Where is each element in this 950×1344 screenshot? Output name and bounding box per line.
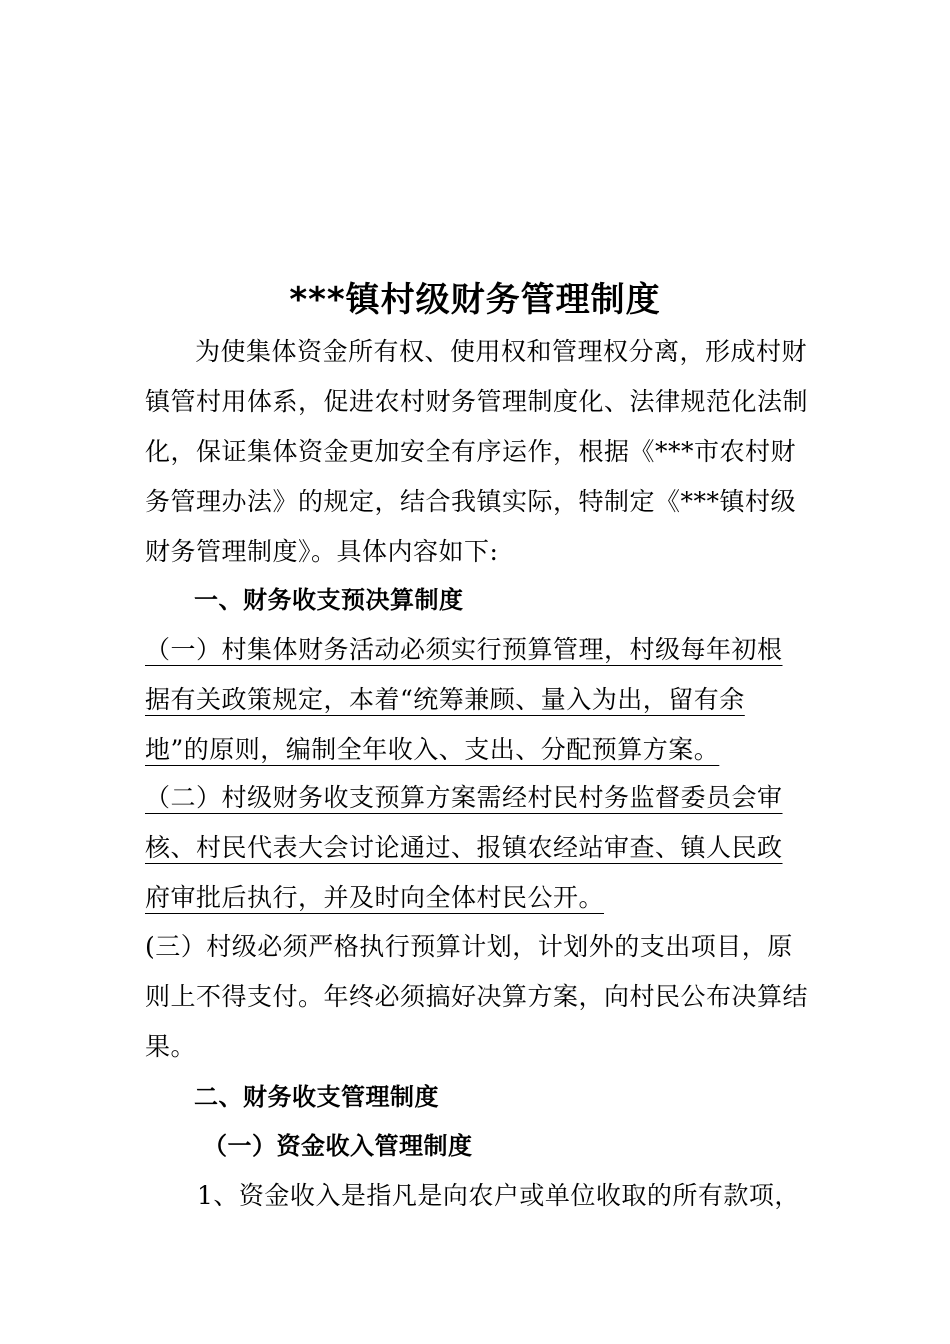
- section-heading-budget: 一、财务收支预决算制度: [194, 586, 464, 614]
- income-clause-1: 1、资金收入是指凡是向农户或单位收取的所有款项，: [197, 1181, 800, 1210]
- intro-paragraph: 为使集体资金所有权、使用权和管理权分离，形成村财镇管村用体系，促进农村财务管理制度化、法律规范化法制化，保证集体资金更加安全有序运作，根据《***市农村财务管理办法》的规定，结合我镇实际，特制定《***镇村级财务管理制度》。具体内容如下:: [145, 337, 809, 566]
- budget-clause-3: (三）村级必须严格执行预算计划，计划外的支出项目，原则上不得支付。年终必须搞好决算方案，向村民公布决算结果。: [145, 932, 809, 1061]
- section-heading-income-expense: 二、财务收支管理制度: [194, 1083, 439, 1111]
- budget-clause-1: [145, 625, 790, 775]
- document-title: ***镇村级财务管理制度: [289, 280, 661, 320]
- subsection-heading-income: （一）资金收入管理制度: [203, 1132, 473, 1160]
- budget-clause-2-text: （二）村级财务收支预算方案需经村民村务监督委员会审核、村民代表大会讨论通过、报镇农经站审查、镇人民政府审批后执行，并及时向全体村民公开。: [145, 783, 783, 912]
- budget-clause-1-text: （一）村集体财务活动必须实行预算管理，村级每年初根据有关政策规定，本着“统筹兼顾、量入为出，留有余地”的原则，编制全年收入、支出、分配预算方案。: [145, 635, 783, 764]
- budget-clause-2: [145, 773, 790, 923]
